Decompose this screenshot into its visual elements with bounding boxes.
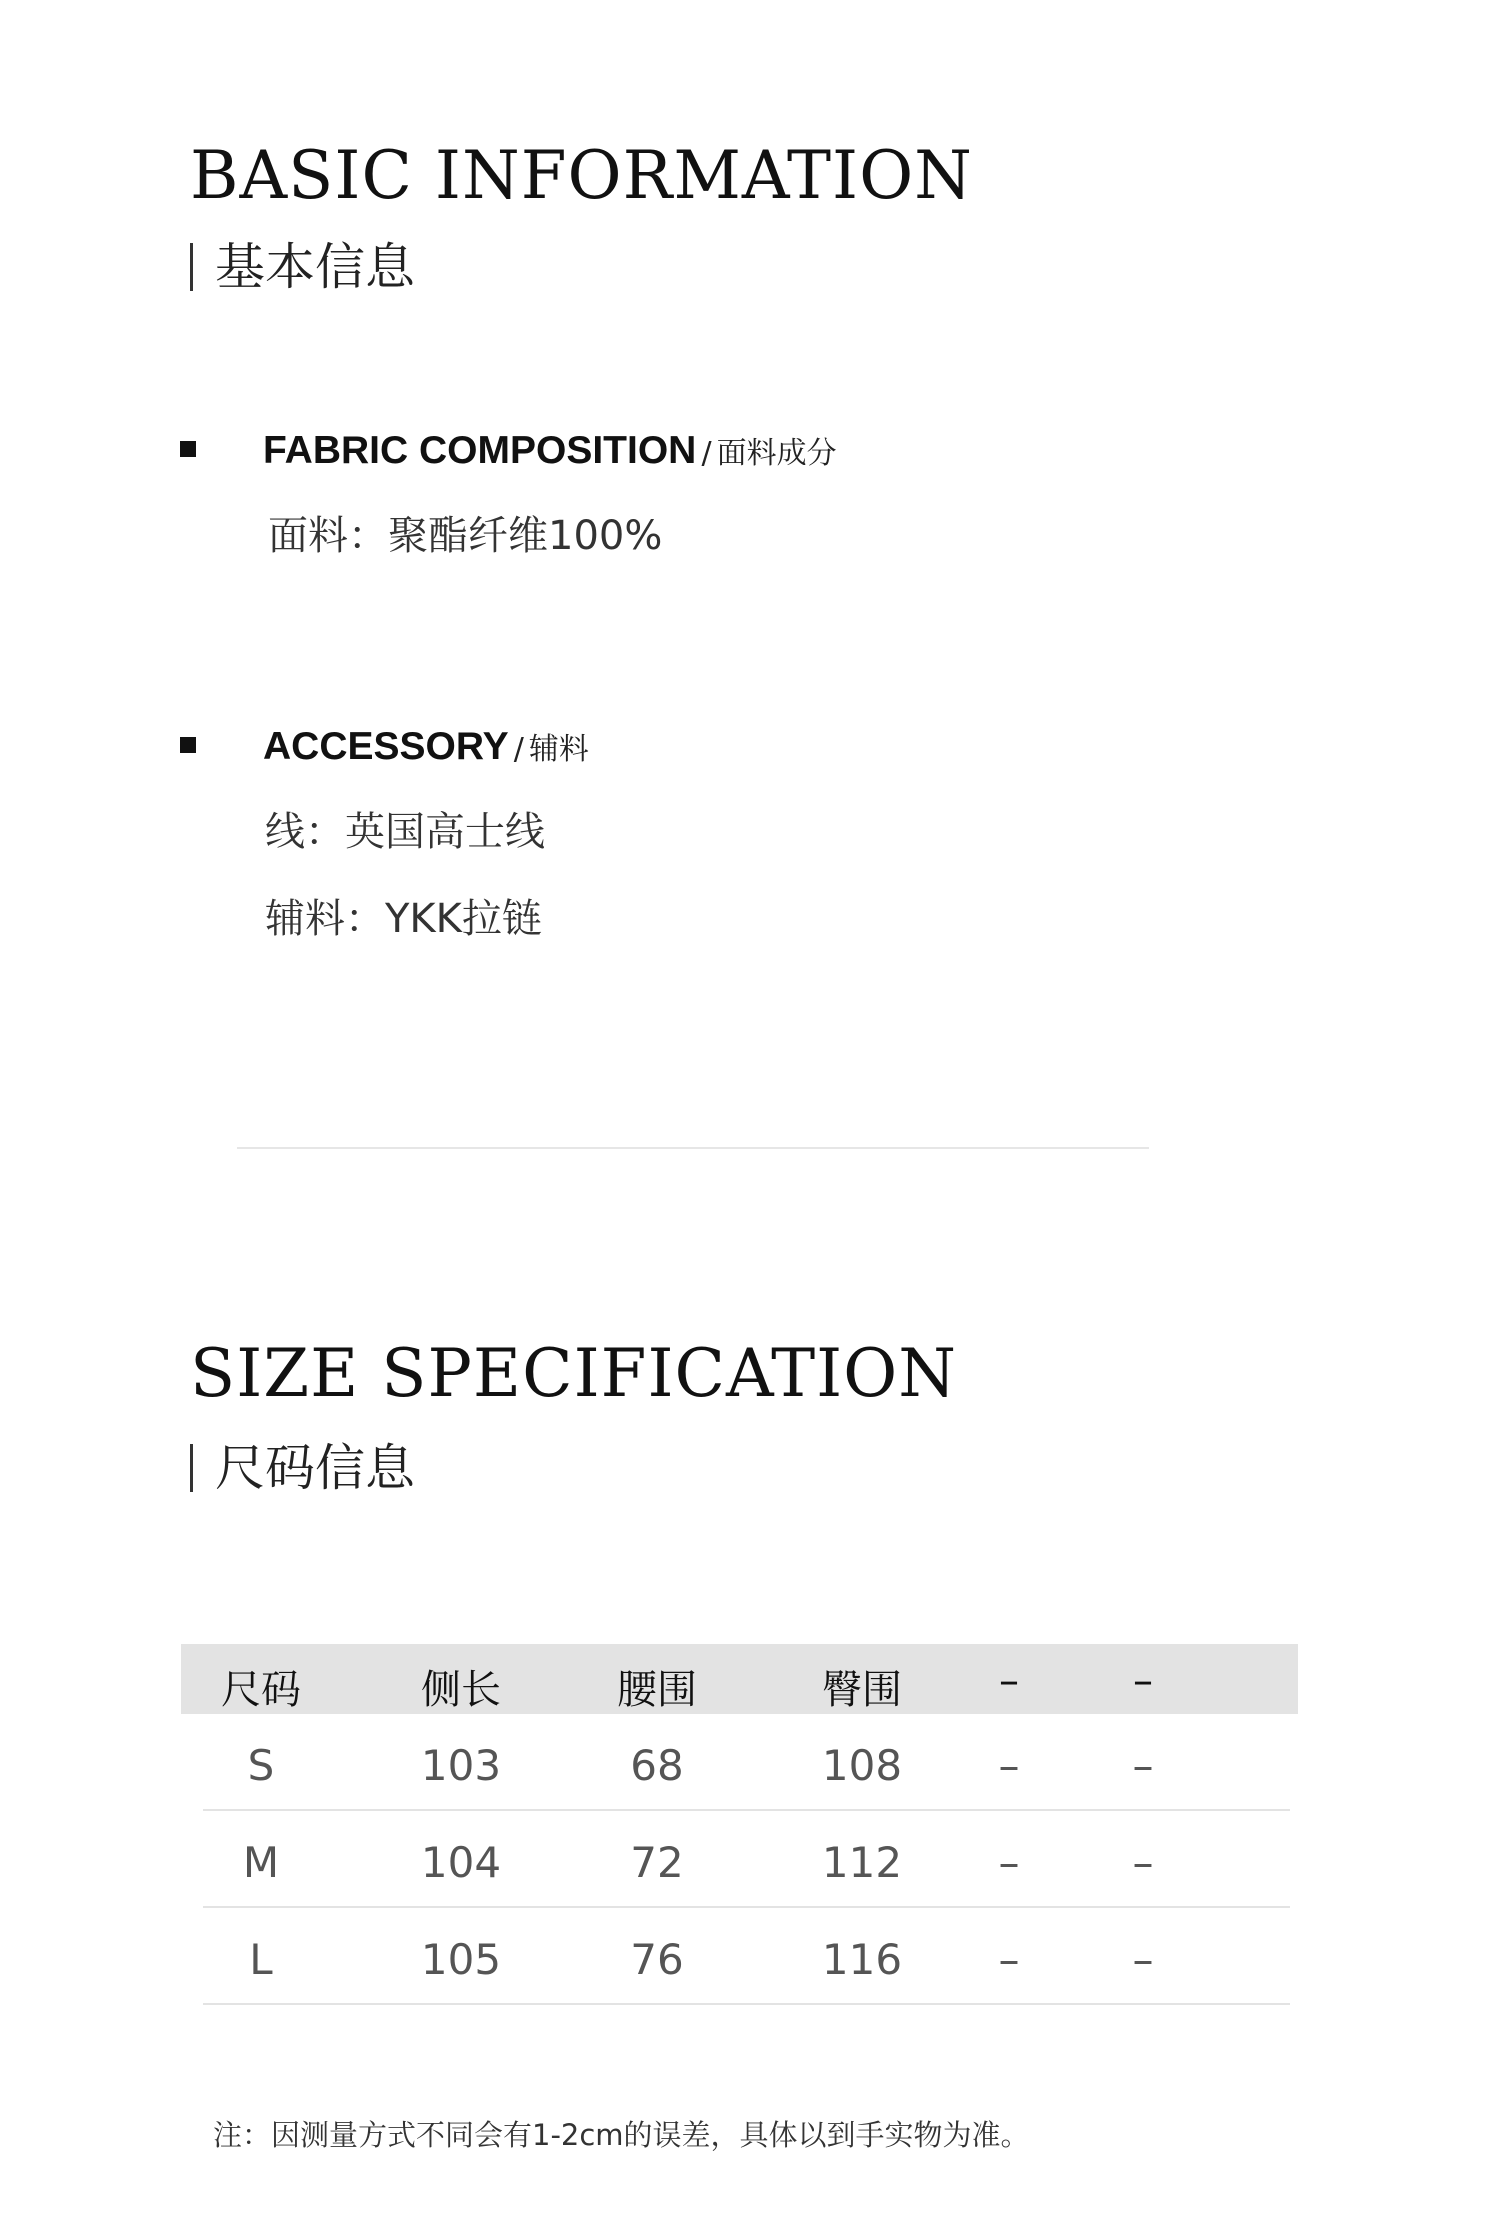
bullet-square-icon xyxy=(180,441,196,457)
size-header-blank-1: – xyxy=(999,1658,1019,1704)
side-length-cell: 103 xyxy=(420,1741,502,1790)
accessory-title-slash: / xyxy=(513,732,524,767)
size-header-size: 尺码 xyxy=(221,1667,301,1713)
fabric-title-slash: / xyxy=(701,436,712,471)
waist-cell: 76 xyxy=(630,1935,684,1984)
accessory-line-zipper: 辅料：YKK拉链 xyxy=(265,896,542,942)
basic-info-subtitle xyxy=(190,238,415,296)
size-spec-subtitle-text: 尺码信息 xyxy=(215,1439,415,1497)
table-row xyxy=(181,1811,1298,1908)
fabric-section-title xyxy=(263,431,837,470)
accessory-title-en: ACCESSORY xyxy=(263,725,509,768)
accessory-title-cn: 辅料 xyxy=(528,732,589,767)
blank-cell: – xyxy=(1132,1741,1154,1790)
measurement-note: 注：因测量方式不同会有1-2cm的误差，具体以到手实物为准。 xyxy=(213,2118,1030,2152)
blank-cell: – xyxy=(998,1935,1020,1984)
fabric-line: 面料：聚酯纤维100% xyxy=(268,513,663,559)
size-header-side-length: 侧长 xyxy=(421,1667,501,1713)
accessory-line-thread: 线：英国高士线 xyxy=(265,809,545,855)
size-spec-title: SIZE SPECIFICATION xyxy=(190,1335,958,1412)
fabric-title-cn: 面料成分 xyxy=(716,436,837,471)
blank-cell: – xyxy=(998,1838,1020,1887)
size-cell: M xyxy=(242,1838,280,1887)
hip-cell: 116 xyxy=(821,1935,903,1984)
row-divider xyxy=(203,2003,1290,2005)
bullet-square-icon xyxy=(180,737,196,753)
size-table-header xyxy=(181,1644,1298,1714)
side-length-cell: 104 xyxy=(420,1838,502,1887)
size-spec-subtitle xyxy=(190,1439,415,1497)
basic-info-title: BASIC INFORMATION xyxy=(190,137,973,214)
blank-cell: – xyxy=(998,1741,1020,1790)
waist-cell: 72 xyxy=(630,1838,684,1887)
waist-cell: 68 xyxy=(630,1741,684,1790)
blank-cell: – xyxy=(1132,1935,1154,1984)
accessory-section-title xyxy=(263,727,589,766)
size-cell: L xyxy=(249,1935,273,1984)
hip-cell: 108 xyxy=(821,1741,903,1790)
section-divider xyxy=(237,1147,1149,1149)
size-header-waist: 腰围 xyxy=(617,1667,697,1713)
size-cell: S xyxy=(247,1741,275,1790)
title-bar-divider xyxy=(190,243,193,291)
basic-info-subtitle-text: 基本信息 xyxy=(215,238,415,296)
table-row xyxy=(181,1908,1298,2005)
fabric-title-en: FABRIC COMPOSITION xyxy=(263,429,697,472)
size-header-blank-2: – xyxy=(1133,1658,1153,1704)
blank-cell: – xyxy=(1132,1838,1154,1887)
side-length-cell: 105 xyxy=(420,1935,502,1984)
hip-cell: 112 xyxy=(821,1838,903,1887)
size-header-hip: 臀围 xyxy=(822,1667,902,1713)
table-row xyxy=(181,1714,1298,1811)
title-bar-divider xyxy=(190,1444,193,1492)
